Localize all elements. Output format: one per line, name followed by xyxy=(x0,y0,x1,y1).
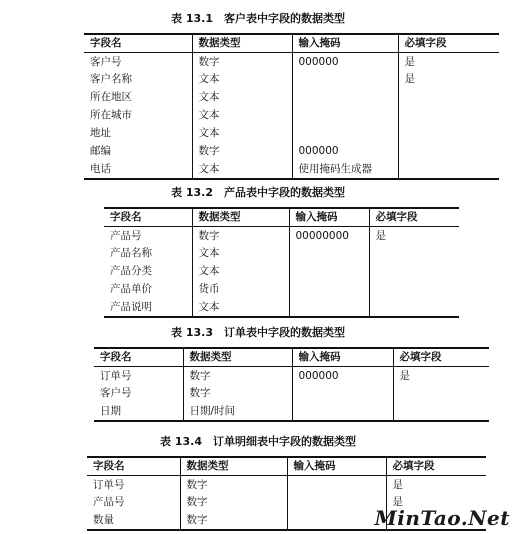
table-cell: 订单号 xyxy=(100,369,132,382)
table-2-caption: 表 13.2 产品表中字段的数据类型 xyxy=(171,186,345,199)
table-cell: 文本 xyxy=(192,245,289,263)
table-2 xyxy=(104,207,459,318)
header-cell: 字段名 xyxy=(94,348,183,367)
table-cell: 货币 xyxy=(192,281,289,299)
header-cell: 数据类型 xyxy=(183,348,292,367)
table-3-caption: 表 13.3 订单表中字段的数据类型 xyxy=(171,326,345,339)
table-row xyxy=(94,403,489,421)
header-cell: 数据类型 xyxy=(180,457,287,476)
table-cell xyxy=(292,107,398,125)
table-cell: 数字 xyxy=(180,494,287,512)
header-cell: 输入掩码 xyxy=(289,208,369,227)
table-cell xyxy=(289,299,369,317)
table-cell: 文本 xyxy=(192,125,292,143)
table-cell: 客户名称 xyxy=(90,73,132,86)
table-cell xyxy=(369,263,459,281)
table-cell xyxy=(292,403,393,421)
table-cell: 文本 xyxy=(192,263,289,281)
table-cell xyxy=(369,281,459,299)
table-cell: 是 xyxy=(386,476,486,494)
table-cell: 邮编 xyxy=(90,145,111,158)
table-cell: 文本 xyxy=(192,89,292,107)
table-cell xyxy=(398,125,499,143)
table-row xyxy=(104,299,459,317)
table-cell xyxy=(287,494,386,512)
table-cell xyxy=(398,143,499,161)
table-cell: 文本 xyxy=(192,299,289,317)
table-cell: 数字 xyxy=(180,512,287,530)
table-cell: 日期/时间 xyxy=(183,403,292,421)
table-cell xyxy=(287,512,386,530)
table-cell: 产品号 xyxy=(110,229,142,242)
table-cell: 产品号 xyxy=(93,496,125,509)
table-row xyxy=(104,263,459,281)
table-cell: 文本 xyxy=(192,71,292,89)
header-cell: 输入掩码 xyxy=(292,34,398,53)
table-cell xyxy=(292,89,398,107)
header-cell: 字段名 xyxy=(104,208,192,227)
table-cell: 所在城市 xyxy=(90,109,132,122)
table-cell xyxy=(289,245,369,263)
table-cell xyxy=(393,385,489,403)
table-cell: 是 xyxy=(369,227,459,245)
table-cell: 数字 xyxy=(183,385,292,403)
table-row xyxy=(84,161,499,179)
header-cell: 数据类型 xyxy=(192,34,292,53)
header-cell: 输入掩码 xyxy=(292,348,393,367)
header-cell: 必填字段 xyxy=(393,348,489,367)
table-row xyxy=(84,53,499,71)
header-cell: 字段名 xyxy=(84,34,192,53)
table-cell: 是 xyxy=(386,494,486,512)
table-cell: 文本 xyxy=(192,107,292,125)
table-row xyxy=(94,385,489,403)
table-cell: 数字 xyxy=(192,53,292,71)
table-header-row xyxy=(87,457,486,476)
table-cell xyxy=(289,263,369,281)
table-cell: 000000 xyxy=(292,53,398,71)
table-cell: 电话 xyxy=(90,162,111,175)
table-cell: 000000 xyxy=(292,367,393,385)
table-cell: 数字 xyxy=(183,367,292,385)
table-cell: 使用掩码生成器 xyxy=(292,161,398,179)
table-row xyxy=(104,227,459,245)
table-row xyxy=(84,125,499,143)
table-cell xyxy=(369,245,459,263)
table-1 xyxy=(84,33,499,180)
table-cell xyxy=(398,161,499,179)
table-cell xyxy=(292,71,398,89)
watermark-text: MinTao.Net xyxy=(374,506,510,530)
table-cell xyxy=(289,281,369,299)
table-cell xyxy=(292,385,393,403)
table-row xyxy=(104,281,459,299)
table-cell: 产品单价 xyxy=(110,283,152,296)
table-cell xyxy=(369,299,459,317)
table-row xyxy=(94,367,489,385)
table-cell xyxy=(393,403,489,421)
table-cell: 客户号 xyxy=(100,387,132,400)
table-row xyxy=(84,71,499,89)
header-cell: 必填字段 xyxy=(386,457,486,476)
table-cell: 日期 xyxy=(100,404,121,417)
table-cell: 是 xyxy=(393,367,489,385)
header-cell: 数据类型 xyxy=(192,208,289,227)
table-cell: 是 xyxy=(398,53,499,71)
table-cell: 订单号 xyxy=(93,478,125,491)
table-row xyxy=(84,107,499,125)
table-cell: 000000 xyxy=(292,143,398,161)
table-cell: 数量 xyxy=(93,513,114,526)
table-3 xyxy=(94,347,489,422)
table-cell: 产品名称 xyxy=(110,247,152,260)
table-cell: 数字 xyxy=(192,143,292,161)
table-cell: 00000000 xyxy=(289,227,369,245)
table-4-caption: 表 13.4 订单明细表中字段的数据类型 xyxy=(160,435,356,448)
table-cell: 地址 xyxy=(90,127,111,140)
table-cell xyxy=(398,89,499,107)
table-cell: 产品分类 xyxy=(110,265,152,278)
table-cell: 客户号 xyxy=(90,55,122,68)
table-header-row xyxy=(84,34,499,53)
table-row xyxy=(87,476,486,494)
table-header-row xyxy=(104,208,459,227)
table-cell: 所在地区 xyxy=(90,91,132,104)
header-cell: 输入掩码 xyxy=(287,457,386,476)
table-cell xyxy=(287,476,386,494)
table-cell: 数字 xyxy=(192,227,289,245)
table-cell: 产品说明 xyxy=(110,300,152,313)
table-row xyxy=(84,143,499,161)
table-row xyxy=(84,89,499,107)
table-1-caption: 表 13.1 客户表中字段的数据类型 xyxy=(171,12,345,25)
header-cell: 字段名 xyxy=(87,457,180,476)
header-cell: 必填字段 xyxy=(398,34,499,53)
header-cell: 必填字段 xyxy=(369,208,459,227)
table-row xyxy=(104,245,459,263)
table-cell: 数字 xyxy=(180,476,287,494)
table-cell xyxy=(292,125,398,143)
table-cell: 是 xyxy=(398,71,499,89)
table-cell xyxy=(398,107,499,125)
table-cell: 文本 xyxy=(192,161,292,179)
table-header-row xyxy=(94,348,489,367)
